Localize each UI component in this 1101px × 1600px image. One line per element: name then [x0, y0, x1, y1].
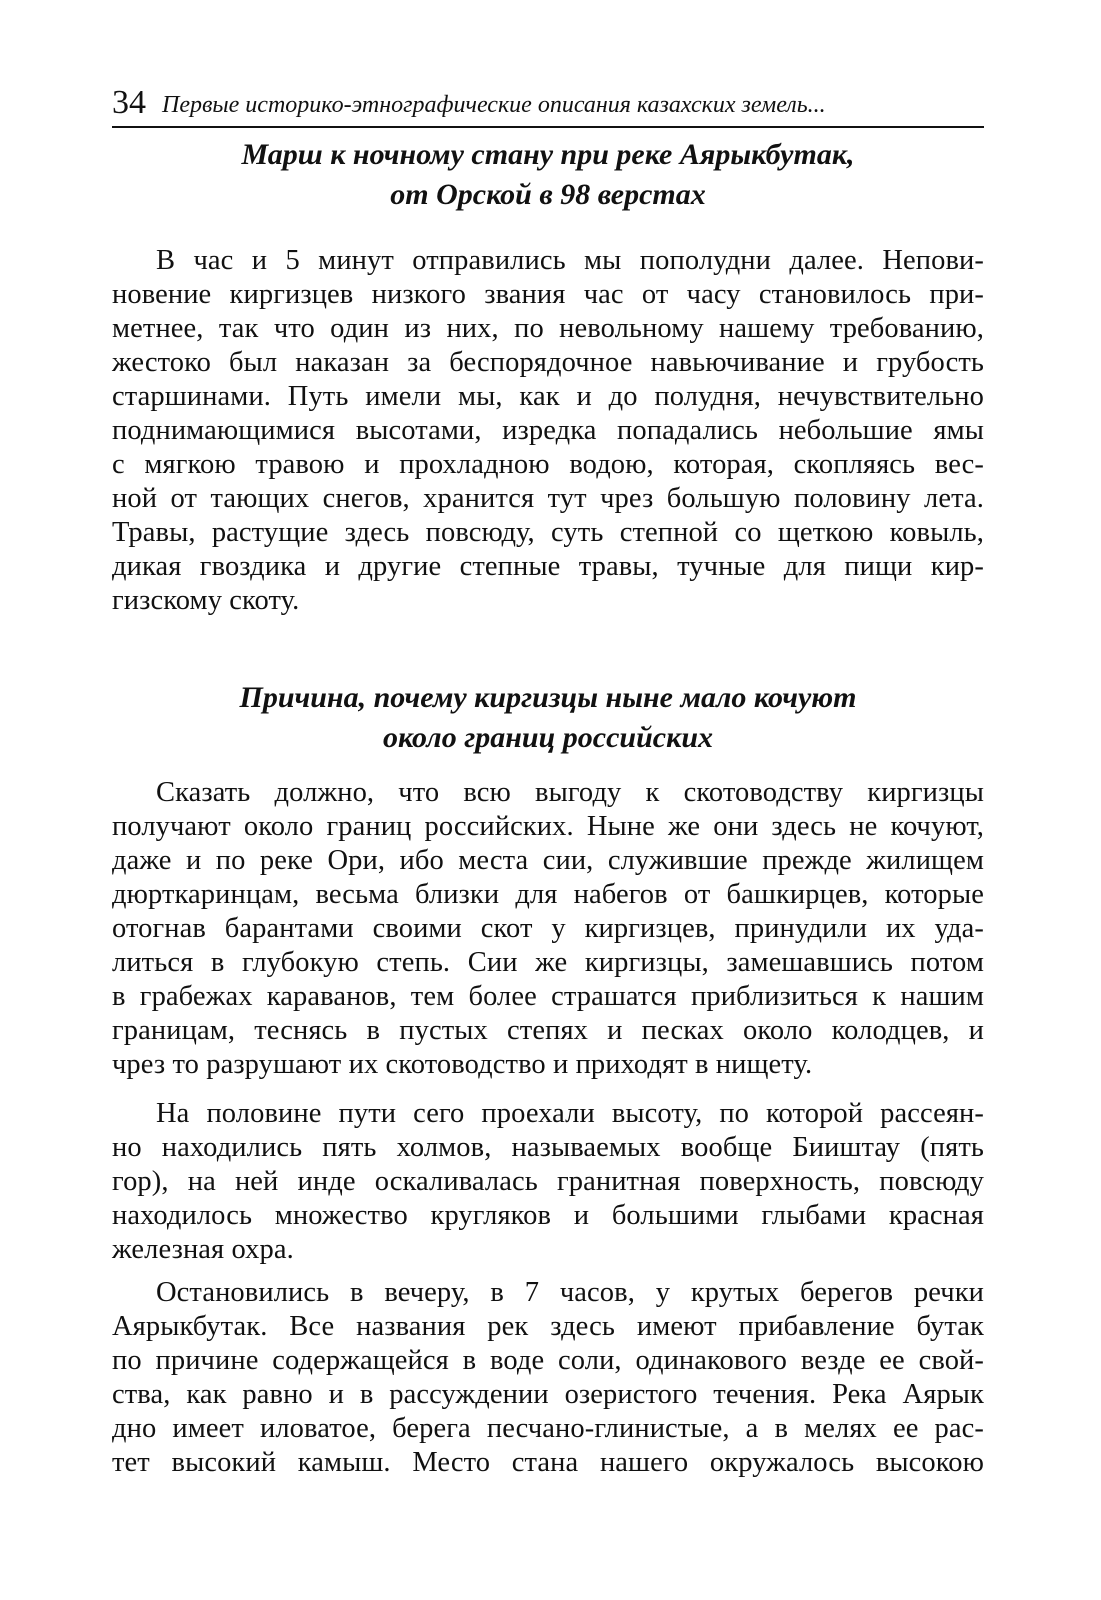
text-line: отогнав барантами своими скот у киргизцев, принудили их уда-	[112, 913, 984, 944]
section-heading-reason	[112, 678, 984, 758]
section-heading-line: около границ российских	[382, 721, 713, 754]
text-line: в грабежах караванов, тем более страшатся приблизиться к нашим	[112, 981, 984, 1012]
section-heading-line: от Орской в 98 верстах	[390, 178, 706, 211]
text-line: получают около границ российских. Ныне же они здесь не кочуют,	[112, 811, 984, 842]
running-head	[112, 80, 984, 128]
text-line: новение киргизцев низкого звания час от часу становилось при-	[112, 279, 984, 310]
text-line: тет высокий камыш. Место стана нашего окружалось высокою	[112, 1447, 984, 1478]
paragraph-bishtau	[112, 1097, 984, 1267]
text-line: На половине пути сего проехали высоту, по которой рассеян-	[156, 1098, 984, 1129]
text-line: поднимающимися высотами, изредка попадались небольшие ямы	[112, 415, 984, 446]
text-line: ной от тающих снегов, хранится тут чрез большую половину лета.	[112, 483, 984, 514]
page-number: 34	[112, 84, 146, 121]
text-line: железная охра.	[112, 1234, 294, 1265]
text-line: В час и 5 минут отправились мы пополудни далее. Непови-	[156, 245, 984, 276]
text-line: гизскому скоту.	[112, 585, 300, 616]
paragraph-march	[112, 244, 984, 618]
text-line: дно имеет иловатое, берега песчано-глинистые, а в мелях ее рас-	[112, 1413, 984, 1444]
section-heading-march	[112, 135, 984, 215]
section-heading-line: Причина, почему киргизцы ныне мало кочуют	[239, 681, 857, 714]
text-line: старшинами. Путь имели мы, как и до полудня, нечувствительно	[112, 381, 984, 412]
text-line: Сказать должно, что всю выгоду к скотоводству киргизцы	[156, 777, 984, 808]
text-line: литься в глубокую степь. Сии же киргизцы, замешавшись потом	[112, 947, 984, 978]
text-line: гор), на ней инде оскаливалась гранитная поверхность, повсюду	[112, 1166, 984, 1197]
text-line: дикая гвоздика и другие степные травы, тучные для пищи кир-	[112, 551, 984, 582]
text-line: даже и по реке Ори, ибо места сии, служившие прежде жилищем	[112, 845, 984, 876]
text-line: жестоко был наказан за беспорядочное навьючивание и грубость	[112, 347, 984, 378]
text-line: Травы, растущие здесь повсюду, суть степной со щеткою ковыль,	[112, 517, 984, 548]
text-line: Остановились в вечеру, в 7 часов, у крутых берегов речки	[156, 1277, 984, 1308]
paragraph-stop	[112, 1276, 984, 1480]
text-line: с мягкою травою и прохладною водою, которая, скопляясь вес-	[112, 449, 984, 480]
text-line: границам, теснясь в пустых степях и песках около колодцев, и	[112, 1015, 984, 1046]
text-line: но находились пять холмов, называемых вообще Бииштау (пять	[112, 1132, 984, 1163]
text-line: метнее, так что один из них, по невольному нашему требованию,	[112, 313, 984, 344]
text-line: чрез то разрушают их скотоводство и приходят в нищету.	[112, 1049, 813, 1080]
section-heading-line: Марш к ночному стану при реке Аярыкбутак,	[241, 138, 855, 171]
text-line: находилось множество кругляков и большими глыбами красная	[112, 1200, 984, 1231]
text-line: по причине содержащейся в воде соли, одинакового везде ее свой-	[112, 1345, 984, 1376]
text-line: Аярыкбутак. Все названия рек здесь имеют прибавление бутак	[112, 1311, 984, 1342]
text-line: дюрткаринцам, весьма близки для набегов от башкирцев, которые	[112, 879, 984, 910]
running-title: Первые историко-этнографические описания казахских земель...	[162, 92, 826, 118]
paragraph-reason	[112, 776, 984, 1082]
text-line: ства, как равно и в рассуждении озеристого течения. Река Аярык	[112, 1379, 984, 1410]
